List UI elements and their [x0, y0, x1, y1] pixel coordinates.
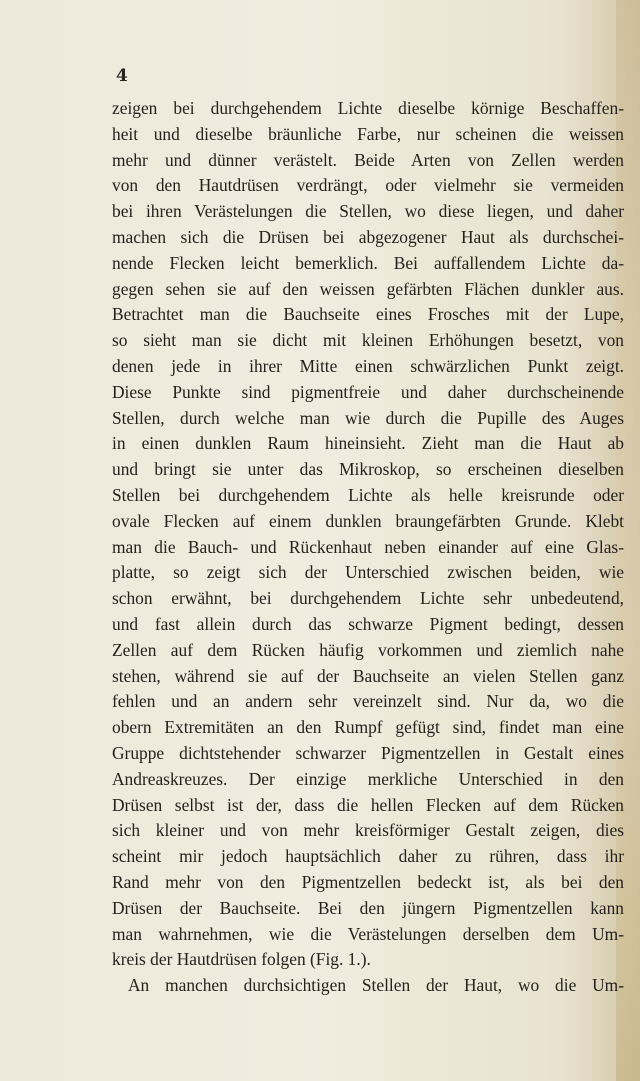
text-line: und fast allein durch das schwarze Pigment bedingt, dessen: [112, 613, 624, 634]
text-line: stehen, während sie auf der Bauchseite an vielen Stellen ganz: [112, 665, 624, 686]
page-number: 4: [116, 66, 128, 86]
text-line: Drüsen selbst ist der, dass die hellen Flecken auf dem Rücken: [112, 794, 624, 815]
text-line: platte, so zeigt sich der Unterschied zwischen beiden, wie: [112, 562, 624, 583]
text-line: kreis der Hautdrüsen folgen (Fig. 1.).: [112, 949, 371, 970]
text-line: fehlen und an andern sehr vereinzelt sind. Nur da, wo die: [112, 691, 624, 712]
text-line: man wahrnehmen, wie die Verästelungen derselben dem Um-: [112, 923, 624, 944]
text-line: mehr und dünner verästelt. Beide Arten von Zellen werden: [112, 149, 624, 170]
text-line: Stellen, durch welche man wie durch die Pupille des Auges: [112, 407, 624, 428]
text-line: von den Hautdrüsen verdrängt, oder vielmehr sie vermeiden: [112, 175, 624, 196]
body-text: [112, 96, 624, 999]
text-line: Andreaskreuzes. Der einzige merkliche Unterschied in den: [112, 768, 624, 789]
text-line: heit und dieselbe bräunliche Farbe, nur scheinen die weissen: [112, 123, 624, 144]
text-line: Stellen bei durchgehendem Lichte als helle kreisrunde oder: [112, 484, 624, 505]
text-line: Gruppe dichtstehender schwarzer Pigmentzellen in Gestalt eines: [112, 742, 624, 763]
text-line: An manchen durchsichtigen Stellen der Haut, wo die Um-: [128, 975, 624, 996]
text-line: Zellen auf dem Rücken häufig vorkommen und ziemlich nahe: [112, 639, 624, 660]
text-line: gegen sehen sie auf den weissen gefärbten Flächen dunkler aus.: [112, 278, 624, 299]
text-line: und bringt sie unter das Mikroskop, so erscheinen dieselben: [112, 459, 624, 480]
text-line: ovale Flecken auf einem dunklen braungefärbten Grunde. Klebt: [112, 510, 624, 531]
text-line: sich kleiner und von mehr kreisförmiger Gestalt zeigen, dies: [112, 820, 624, 841]
text-line: Drüsen der Bauchseite. Bei den jüngern Pigmentzellen kann: [112, 897, 624, 918]
text-line: obern Extremitäten an den Rumpf gefügt sind, findet man eine: [112, 717, 624, 738]
text-line: scheint mir jedoch hauptsächlich daher zu rühren, dass ihr: [112, 846, 624, 867]
text-line: in einen dunklen Raum hineinsieht. Zieht man die Haut ab: [112, 433, 624, 454]
text-line: nende Flecken leicht bemerklich. Bei auffallendem Lichte da-: [112, 252, 624, 273]
text-line: bei ihren Verästelungen die Stellen, wo diese liegen, und daher: [112, 201, 624, 222]
text-line: Betrachtet man die Bauchseite eines Frosches mit der Lupe,: [112, 304, 624, 325]
text-line: Rand mehr von den Pigmentzellen bedeckt ist, als bei den: [112, 871, 624, 892]
text-line: zeigen bei durchgehendem Lichte dieselbe körnige Beschaffen-: [112, 98, 624, 118]
text-line: machen sich die Drüsen bei abgezogener Haut als durchschei-: [112, 226, 624, 247]
text-line: so sieht man sie dicht mit kleinen Erhöhungen besetzt, von: [112, 330, 624, 351]
text-line: denen jede in ihrer Mitte einen schwärzlichen Punkt zeigt.: [112, 355, 624, 376]
text-line: schon erwähnt, bei durchgehendem Lichte sehr unbedeutend,: [112, 588, 624, 609]
text-line: Diese Punkte sind pigmentfreie und daher durchscheinende: [112, 381, 624, 402]
text-line: man die Bauch- und Rückenhaut neben einander auf eine Glas-: [112, 536, 624, 557]
